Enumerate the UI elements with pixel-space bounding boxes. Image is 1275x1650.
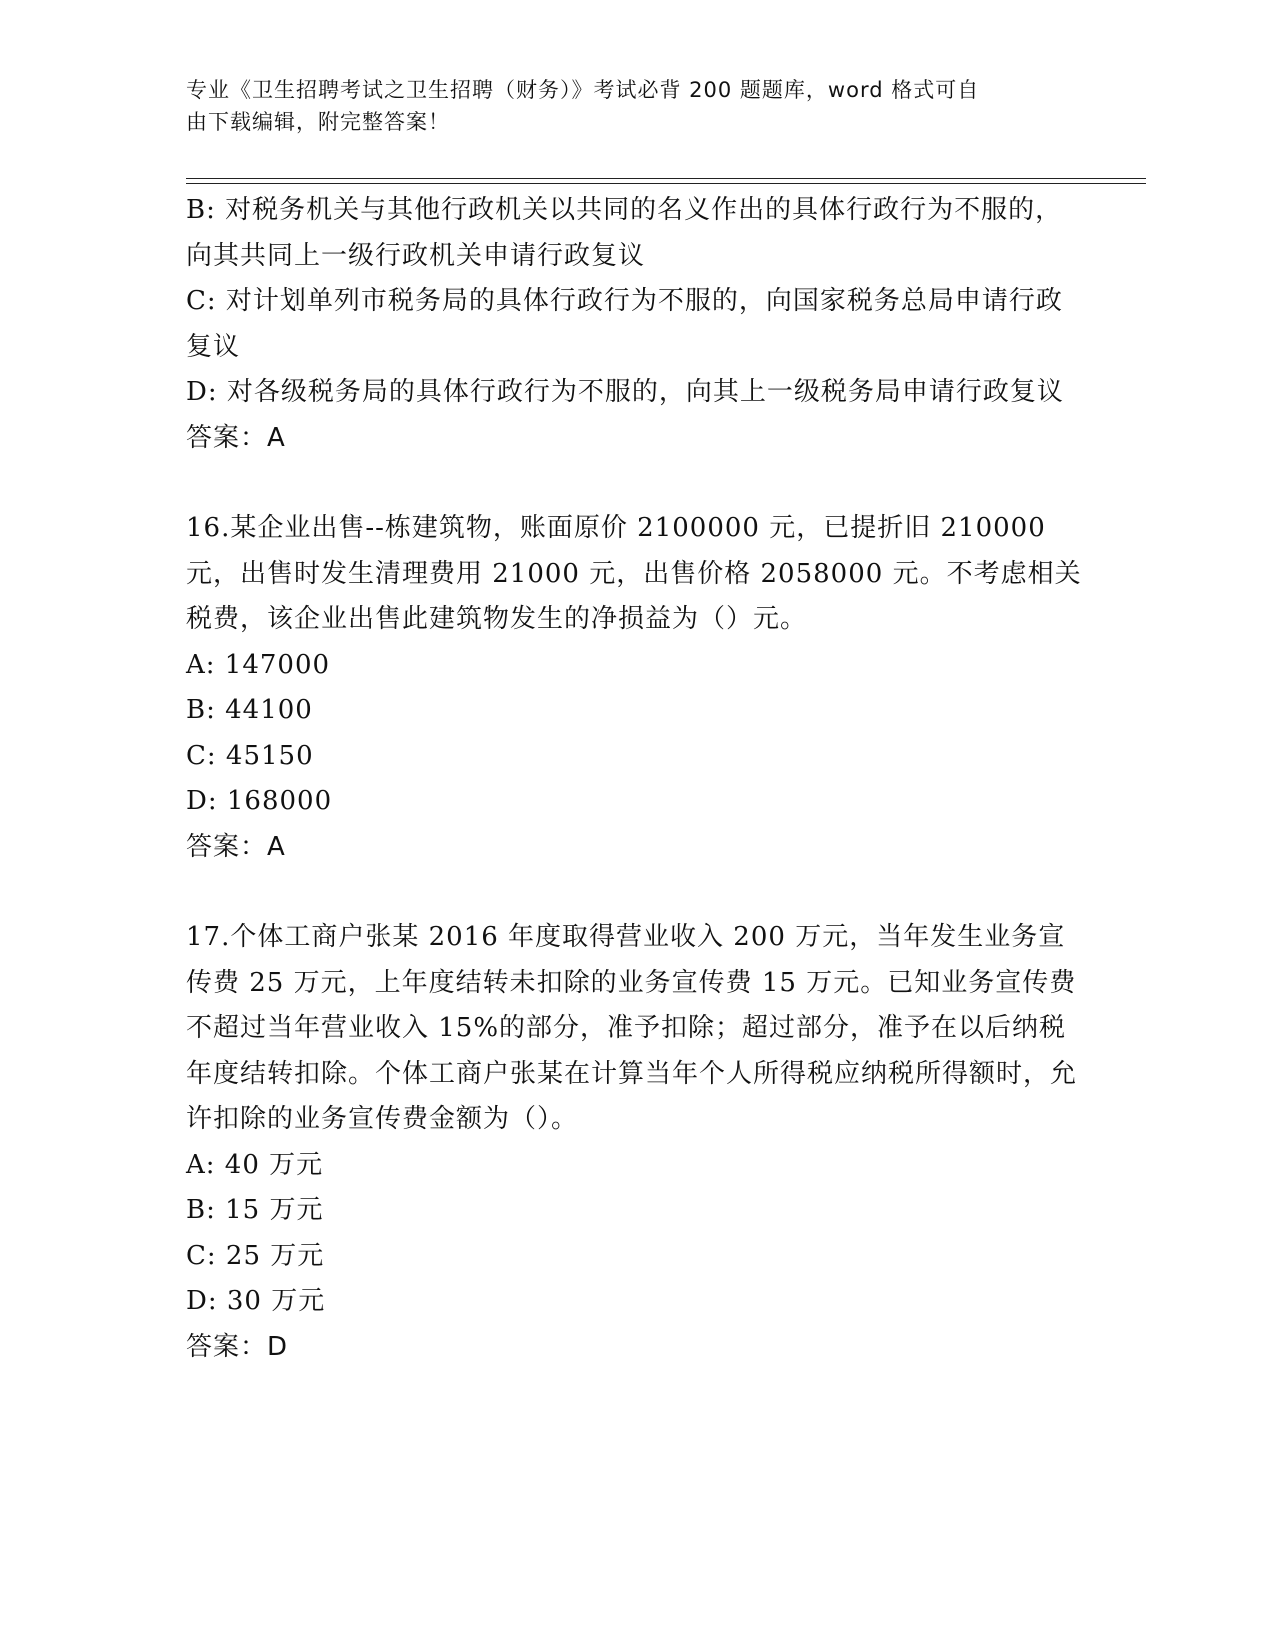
header-divider-bottom (186, 183, 1146, 184)
document-header (186, 74, 1066, 138)
answer-line: 答案：D (186, 1331, 289, 1362)
option-d: D: 对各级税务局的具体行政行为不服的，向其上一级税务局申请行政复议 (186, 377, 1064, 407)
option-c: C: 25 万元 (186, 1240, 325, 1271)
header-line-1: 专业《卫生招聘考试之卫生招聘（财务）》考试必背 200 题题库，word 格式可自 (186, 78, 980, 102)
option-c: C: 45150 (186, 740, 314, 771)
option-d: D: 168000 (186, 786, 333, 816)
question-stem: 16.某企业出售--栋建筑物，账面原价 2100000 元，已提折旧 210000 元，出售时发生清理费用 21000 元，出售价格 2058000 元。不考虑相关税费，该企业出售此建筑物发生的净损益为（）元。 (186, 513, 1082, 634)
option-b: B: 15 万元 (186, 1195, 324, 1225)
option-a: A: 40 万元 (186, 1149, 324, 1180)
question-16-block (186, 506, 1086, 870)
header-line-2: 由下载编辑，附完整答案！ (186, 110, 450, 134)
question-17-block (186, 915, 1086, 1370)
answer-line: 答案：A (186, 422, 286, 453)
spacer (186, 870, 1086, 915)
spacer (186, 461, 1086, 506)
header-divider-top (186, 178, 1146, 179)
option-a: A: 147000 (186, 649, 331, 680)
answer-line: 答案：A (186, 831, 286, 862)
option-c: C: 对计划单列市税务局的具体行政行为不服的，向国家税务总局申请行政复议 (186, 286, 1063, 362)
question-stem: 17.个体工商户张某 2016 年度取得营业收入 200 万元，当年发生业务宣传费 25 万元，上年度结转未扣除的业务宣传费 15 万元。已知业务宣传费不超过当年营业收入 15%的部分，准予扣除；超过部分，准予在以后纳税年度结转扣除。个体工商户张某在计算当年个人所得税应纳税所得额时，允许扣除的业务宣传费金额为（）。 (186, 922, 1078, 1134)
option-b: B: 对税务机关与其他行政机关以共同的名义作出的具体行政行为不服的，向其共同上一级行政机关申请行政复议 (186, 195, 1063, 271)
document-body (186, 188, 1086, 1370)
option-b: B: 44100 (186, 695, 313, 725)
option-d: D: 30 万元 (186, 1286, 326, 1316)
question-15-block (186, 188, 1086, 461)
